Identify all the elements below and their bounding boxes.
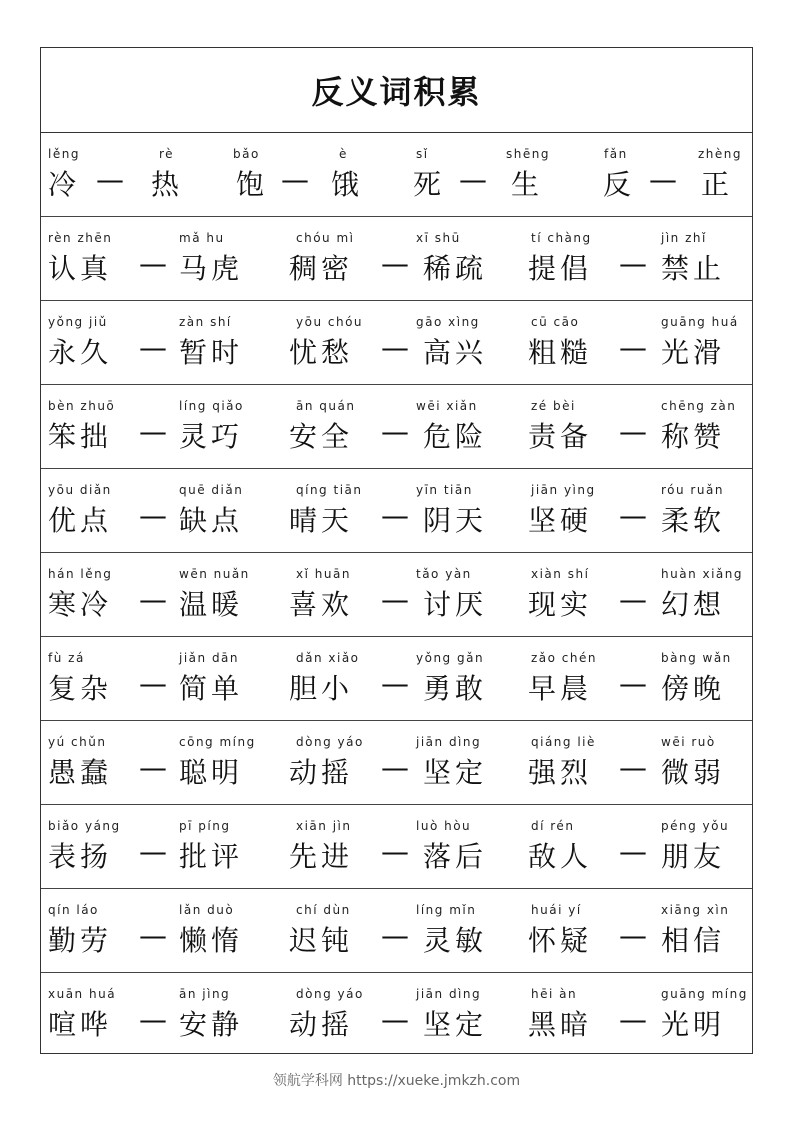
page-title: 反义词积累: [311, 73, 482, 111]
pinyin-word-b: jiān dìng: [416, 987, 482, 1001]
pinyin-word-b: bàng wǎn: [661, 651, 732, 665]
antonym-dash: —: [381, 667, 409, 700]
pinyin-word-b: mǎ hu: [179, 231, 225, 245]
word-b: 灵巧: [179, 420, 244, 453]
word-a: 胆小: [289, 672, 354, 705]
antonym-dash: —: [139, 751, 167, 784]
pinyin-word-a: qiáng liè: [531, 735, 596, 749]
pinyin-word-b: róu ruǎn: [661, 483, 724, 497]
word-a: 永久: [48, 336, 113, 369]
word-b: 温暖: [179, 588, 244, 621]
pinyin-word-b: guāng huá: [661, 315, 739, 329]
word-b: 高兴: [423, 336, 488, 369]
word-a: 坚硬: [528, 504, 593, 537]
pinyin-word-b: gāo xìng: [416, 315, 480, 329]
word-a: 死: [413, 168, 446, 201]
antonym-dash: —: [619, 835, 647, 868]
pinyin-word-a: huái yí: [531, 903, 582, 917]
word-a: 黑暗: [528, 1008, 593, 1041]
antonym-rows: [41, 133, 752, 1056]
antonym-dash: —: [381, 583, 409, 616]
pinyin-word-b: wēi ruò: [661, 735, 716, 749]
pinyin-word-a: jiān yìng: [531, 483, 596, 497]
antonym-dash: —: [619, 1003, 647, 1036]
pinyin-word-a: qín láo: [48, 903, 99, 917]
pinyin-word-a: tí chàng: [531, 231, 592, 245]
pinyin-word-b: péng yǒu: [661, 819, 730, 833]
pinyin-word-b: lǎn duò: [179, 903, 235, 917]
pinyin-word-b: líng mǐn: [416, 903, 477, 917]
antonym-row: [41, 553, 752, 637]
word-b: 相信: [661, 924, 726, 957]
pinyin-word-b: zàn shí: [179, 315, 232, 329]
antonym-dash: —: [139, 1003, 167, 1036]
pinyin-word-a: bèn zhuō: [48, 399, 116, 413]
antonym-dash: —: [381, 919, 409, 952]
antonym-dash: —: [649, 163, 677, 196]
word-b: 光明: [661, 1008, 726, 1041]
antonym-dash: —: [139, 583, 167, 616]
word-b: 坚定: [423, 1008, 488, 1041]
antonym-dash: —: [139, 919, 167, 952]
word-a: 饱: [236, 168, 269, 201]
antonym-row: [41, 133, 752, 217]
word-b: 微弱: [661, 756, 726, 789]
word-a: 迟钝: [289, 924, 354, 957]
antonym-dash: —: [619, 331, 647, 364]
antonym-dash: —: [459, 163, 487, 196]
word-b: 柔软: [661, 504, 726, 537]
antonym-row: [41, 385, 752, 469]
word-a: 复杂: [48, 672, 113, 705]
pinyin-word-b: líng qiǎo: [179, 399, 244, 413]
pinyin-word-b: quē diǎn: [179, 483, 244, 497]
word-a: 喧哗: [48, 1008, 113, 1041]
antonym-dash: —: [619, 415, 647, 448]
antonym-dash: —: [619, 247, 647, 280]
pinyin-word-b: yīn tiān: [416, 483, 473, 497]
antonym-dash: —: [139, 499, 167, 532]
pinyin-word-b: yǒng gǎn: [416, 651, 485, 665]
word-b: 稀疏: [423, 252, 488, 285]
word-b: 危险: [423, 420, 488, 453]
word-b: 坚定: [423, 756, 488, 789]
antonym-dash: —: [381, 247, 409, 280]
word-a: 责备: [528, 420, 593, 453]
pinyin-word-a: yǒng jiǔ: [48, 315, 108, 329]
pinyin-word-a: yōu chóu: [296, 315, 364, 329]
pinyin-word-a: sǐ: [416, 147, 429, 161]
word-a: 强烈: [528, 756, 593, 789]
word-a: 敌人: [528, 840, 593, 873]
antonym-dash: —: [281, 163, 309, 196]
antonym-worksheet: [40, 47, 753, 1054]
pinyin-word-a: zé bèi: [531, 399, 576, 413]
antonym-row: [41, 217, 752, 301]
pinyin-word-b: pī píng: [179, 819, 231, 833]
pinyin-word-b: xī shū: [416, 231, 461, 245]
pinyin-word-a: yōu diǎn: [48, 483, 112, 497]
word-a: 晴天: [289, 504, 354, 537]
word-b: 傍晚: [661, 672, 726, 705]
word-a: 安全: [289, 420, 354, 453]
pinyin-word-b: jiān dìng: [416, 735, 482, 749]
antonym-dash: —: [619, 583, 647, 616]
word-b: 正: [701, 168, 734, 201]
antonym-row: [41, 469, 752, 553]
word-b: 安静: [179, 1008, 244, 1041]
pinyin-word-a: chí dùn: [296, 903, 351, 917]
pinyin-word-a: chóu mì: [296, 231, 355, 245]
antonym-dash: —: [619, 919, 647, 952]
pinyin-word-a: yú chǔn: [48, 735, 107, 749]
word-b: 禁止: [661, 252, 726, 285]
word-b: 称赞: [661, 420, 726, 453]
word-a: 喜欢: [289, 588, 354, 621]
word-a: 冷: [48, 168, 81, 201]
pinyin-word-b: rè: [159, 147, 175, 161]
antonym-dash: —: [619, 667, 647, 700]
word-b: 饿: [331, 168, 364, 201]
pinyin-word-a: rèn zhēn: [48, 231, 113, 245]
word-b: 朋友: [661, 840, 726, 873]
word-b: 缺点: [179, 504, 244, 537]
pinyin-word-a: xiàn shí: [531, 567, 590, 581]
antonym-dash: —: [139, 415, 167, 448]
pinyin-word-b: zhèng: [698, 147, 743, 161]
word-b: 光滑: [661, 336, 726, 369]
footer-watermark: 领航学科网 https://xueke.jmkzh.com: [272, 1073, 521, 1089]
pinyin-word-b: wēn nuǎn: [179, 567, 250, 581]
pinyin-word-b: wēi xiǎn: [416, 399, 478, 413]
antonym-dash: —: [381, 415, 409, 448]
word-a: 笨拙: [48, 420, 113, 453]
word-a: 优点: [48, 504, 113, 537]
pinyin-word-a: zǎo chén: [531, 651, 597, 665]
word-a: 认真: [48, 252, 113, 285]
pinyin-word-b: guāng míng: [661, 987, 748, 1001]
pinyin-word-a: ān quán: [296, 399, 356, 413]
word-a: 早晨: [528, 672, 593, 705]
word-a: 表扬: [48, 840, 113, 873]
word-a: 提倡: [528, 252, 593, 285]
antonym-dash: —: [381, 499, 409, 532]
pinyin-word-a: hēi àn: [531, 987, 578, 1001]
pinyin-word-a: hán lěng: [48, 567, 113, 581]
pinyin-word-b: luò hòu: [416, 819, 472, 833]
pinyin-word-a: xuān huá: [48, 987, 117, 1001]
word-a: 粗糙: [528, 336, 593, 369]
word-b: 热: [151, 168, 184, 201]
word-a: 现实: [528, 588, 593, 621]
word-b: 落后: [423, 840, 488, 873]
word-b: 阴天: [423, 504, 488, 537]
pinyin-word-b: jiǎn dān: [179, 651, 240, 665]
antonym-dash: —: [139, 667, 167, 700]
antonym-dash: —: [619, 751, 647, 784]
word-b: 幻想: [661, 588, 726, 621]
pinyin-word-a: dí rén: [531, 819, 575, 833]
pinyin-word-a: xǐ huān: [296, 567, 351, 581]
word-b: 简单: [179, 672, 244, 705]
word-b: 讨厌: [423, 588, 488, 621]
pinyin-word-b: jìn zhǐ: [661, 231, 707, 245]
word-b: 马虎: [179, 252, 244, 285]
pinyin-word-a: dǎn xiǎo: [296, 651, 360, 665]
word-b: 聪明: [179, 756, 244, 789]
pinyin-word-b: xiāng xìn: [661, 903, 730, 917]
word-a: 勤劳: [48, 924, 113, 957]
antonym-row: [41, 805, 752, 889]
pinyin-word-a: dòng yáo: [296, 735, 364, 749]
antonym-dash: —: [139, 247, 167, 280]
word-a: 愚蠢: [48, 756, 113, 789]
pinyin-word-a: biǎo yáng: [48, 819, 121, 833]
antonym-dash: —: [381, 751, 409, 784]
antonym-row: [41, 637, 752, 721]
pinyin-word-a: dòng yáo: [296, 987, 364, 1001]
word-a: 动摇: [289, 1008, 354, 1041]
word-a: 怀疑: [528, 924, 593, 957]
pinyin-word-a: xiān jìn: [296, 819, 352, 833]
word-a: 寒冷: [48, 588, 113, 621]
antonym-dash: —: [381, 835, 409, 868]
pinyin-word-a: bǎo: [233, 147, 260, 161]
pinyin-word-a: cū cāo: [531, 315, 580, 329]
antonym-dash: —: [619, 499, 647, 532]
antonym-dash: —: [96, 163, 124, 196]
antonym-dash: —: [139, 331, 167, 364]
word-b: 生: [511, 168, 544, 201]
pinyin-word-b: huàn xiǎng: [661, 567, 743, 581]
word-a: 忧愁: [289, 336, 354, 369]
word-a: 稠密: [289, 252, 354, 285]
pinyin-word-b: shēng: [506, 147, 550, 161]
antonym-row: [41, 973, 752, 1056]
pinyin-word-b: chēng zàn: [661, 399, 737, 413]
antonym-dash: —: [381, 331, 409, 364]
word-a: 先进: [289, 840, 354, 873]
title-row: [41, 48, 752, 133]
word-b: 暂时: [179, 336, 244, 369]
word-b: 勇敢: [423, 672, 488, 705]
pinyin-word-b: è: [339, 147, 348, 161]
word-a: 动摇: [289, 756, 354, 789]
antonym-row: [41, 721, 752, 805]
antonym-dash: —: [139, 835, 167, 868]
pinyin-word-b: tǎo yàn: [416, 567, 472, 581]
pinyin-word-a: qíng tiān: [296, 483, 363, 497]
word-b: 灵敏: [423, 924, 488, 957]
pinyin-word-b: cōng míng: [179, 735, 256, 749]
word-a: 反: [603, 168, 636, 201]
antonym-row: [41, 889, 752, 973]
word-b: 批评: [179, 840, 244, 873]
antonym-dash: —: [381, 1003, 409, 1036]
word-b: 懒惰: [179, 924, 244, 957]
pinyin-word-b: ān jìng: [179, 987, 231, 1001]
pinyin-word-a: fǎn: [604, 147, 628, 161]
pinyin-word-a: fù zá: [48, 651, 85, 665]
antonym-row: [41, 301, 752, 385]
pinyin-word-a: lěng: [48, 147, 80, 161]
